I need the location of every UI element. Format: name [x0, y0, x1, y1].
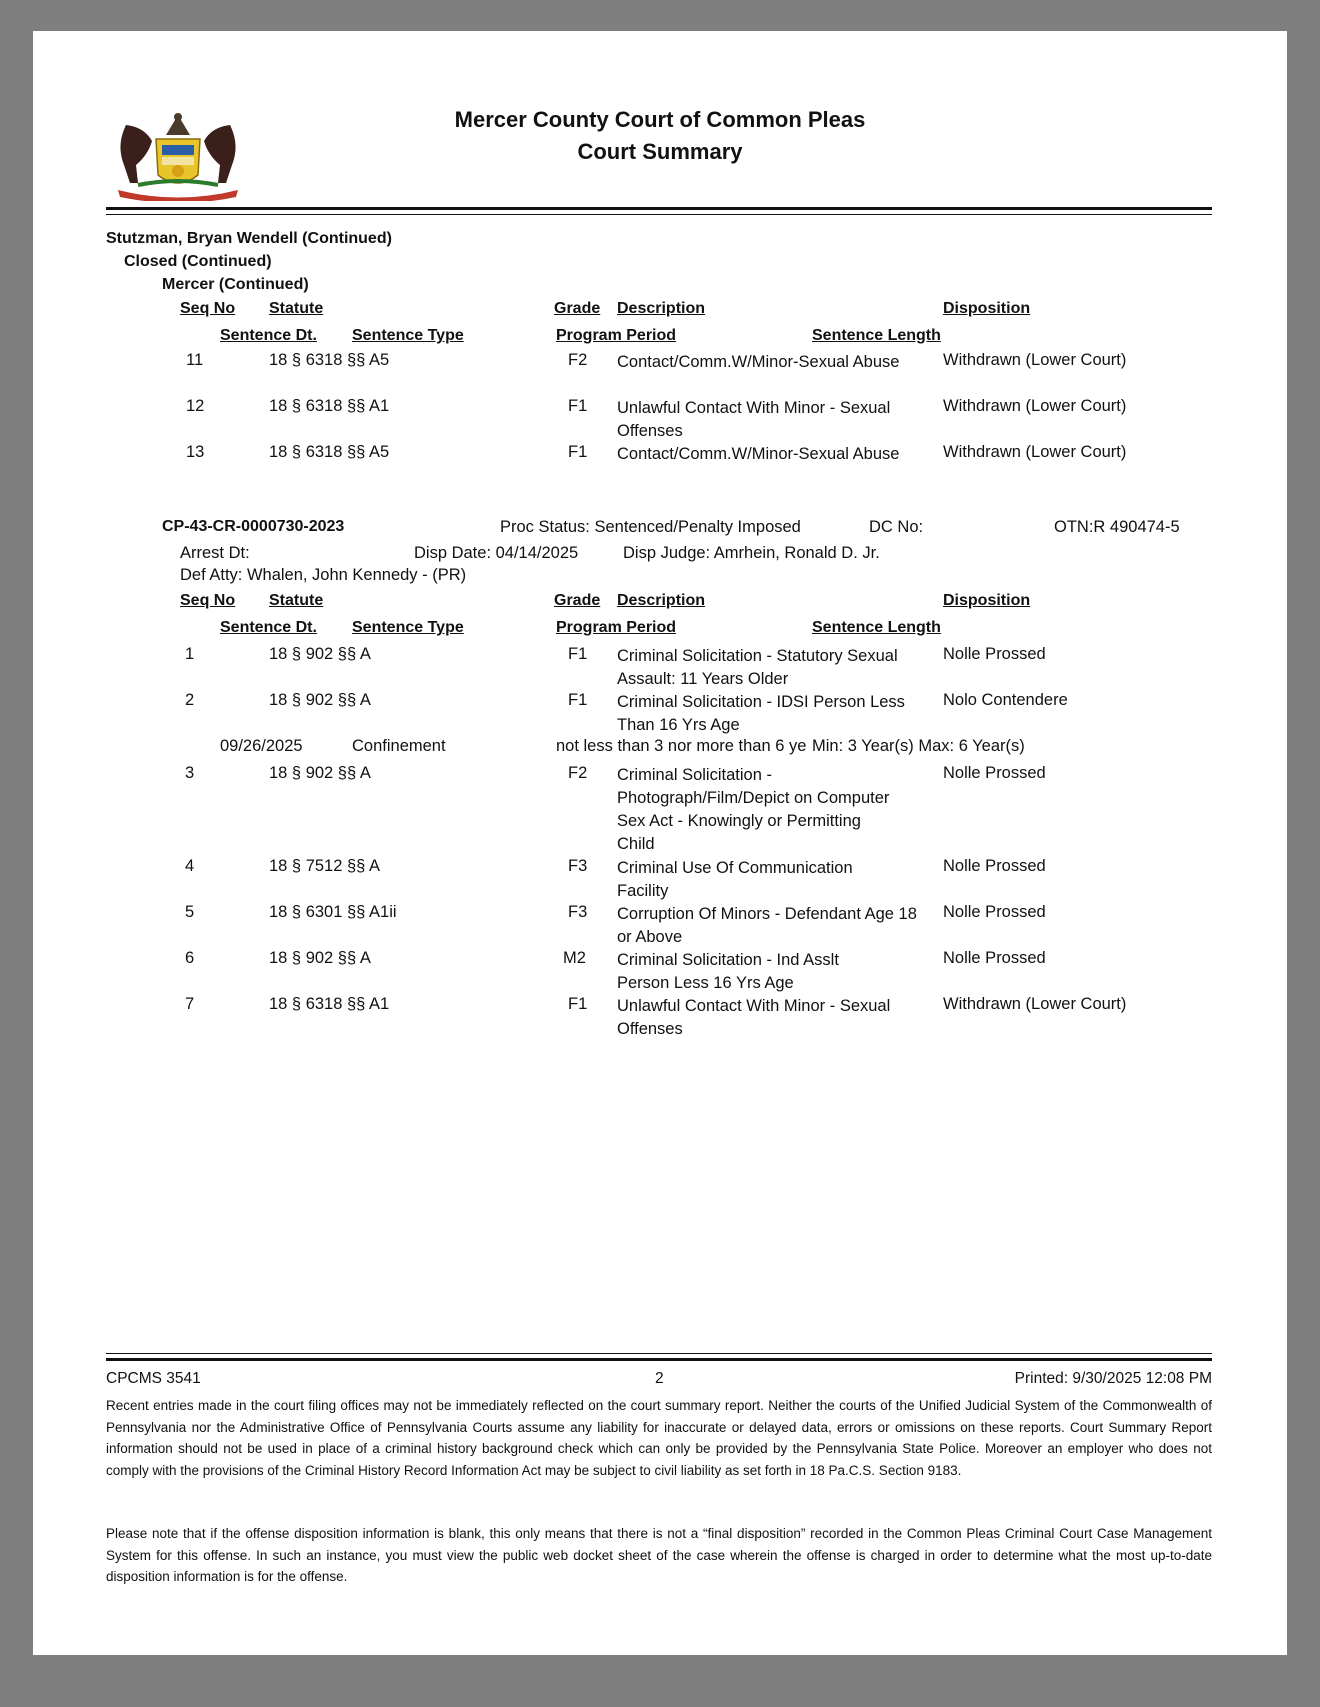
charge-disposition: Nolle Prossed: [943, 857, 1046, 875]
charge-disposition: Withdrawn (Lower Court): [943, 443, 1127, 461]
charge-grade: F1: [568, 691, 588, 709]
charge-seq: 7: [185, 995, 195, 1013]
charge-seq: 1: [185, 645, 195, 663]
disp-date: Disp Date: 04/14/2025: [414, 544, 579, 562]
charge-description: Unlawful Contact With Minor - Sexual Offenses: [617, 997, 891, 1038]
col-sentence-length: Sentence Length: [812, 327, 941, 344]
disclaimer-paragraph: Recent entries made in the court filing offices may not be immediately reflected on the court summary report. Neither the courts of the Unified Judicial System of the Commonwealth of Pennsylvania nor the Administrative Office of Pennsylvania Courts assume any liability for inaccurate or delayed data, errors or omissions on these reports. Court Summary Report information should not be used in place of a criminal history background check which can only be provided by the Pennsylvania State Police. Moreover an employer who does not comply with the provisions of the Criminal History Record Information Act may be subject to civil liability as set forth in 18 Pa.C.S. Section 9183.: [106, 1398, 1212, 1478]
charge-description: Contact/Comm.W/Minor-Sexual Abuse: [617, 353, 900, 371]
col-sentence-type: Sentence Type: [352, 327, 464, 344]
col-sentence-length: Sentence Length: [812, 619, 941, 636]
col-seq-no: Seq No: [180, 592, 236, 609]
col-description: Description: [617, 300, 706, 317]
defendant-name: Stutzman, Bryan Wendell (Continued): [106, 230, 392, 247]
charge-grade: F3: [568, 903, 588, 921]
charge-description: Corruption Of Minors - Defendant Age 18 or Above: [617, 905, 917, 946]
col-disposition: Disposition: [943, 592, 1031, 609]
footer-divider: [106, 1353, 1212, 1354]
charge-seq: 4: [185, 857, 195, 875]
col-statute: Statute: [269, 592, 324, 609]
charge-description: Unlawful Contact With Minor - Sexual Offenses: [617, 399, 891, 440]
disclaimer-paragraph: Please note that if the offense disposition information is blank, this only means that there is not a “final disposition” recorded in the Common Pleas Criminal Court Case Management System for this offense. In such an instance, you must view the public web docket sheet of the case wherein the offense is charged in order to determine what the most up-to-date disposition information is for the offense.: [106, 1526, 1212, 1584]
charge-seq: 5: [185, 903, 195, 921]
dc-no: DC No:: [869, 518, 924, 536]
col-grade: Grade: [554, 592, 601, 609]
charge-grade: F1: [568, 995, 588, 1013]
charge-seq: 3: [185, 764, 195, 782]
charge-grade: F2: [568, 764, 588, 782]
charge-disposition: Nolle Prossed: [943, 645, 1046, 663]
charge-seq: 12: [186, 397, 205, 415]
sentence-length: Min: 3 Year(s) Max: 6 Year(s): [812, 737, 1025, 755]
charge-disposition: Nolle Prossed: [943, 764, 1046, 782]
col-sentence-dt: Sentence Dt.: [220, 327, 317, 344]
header-divider: [106, 207, 1212, 210]
proc-status: Proc Status: Sentenced/Penalty Imposed: [500, 518, 801, 536]
charge-description: Contact/Comm.W/Minor-Sexual Abuse: [617, 445, 900, 463]
col-description: Description: [617, 592, 706, 609]
charge-description: Criminal Solicitation - Photograph/Film/Depict on Computer Sex Act - Knowingly or Permitting Child: [617, 766, 890, 853]
program-period: not less than 3 nor more than 6 ye: [556, 737, 807, 755]
charge-grade: F1: [568, 443, 588, 461]
sentence-date: 09/26/2025: [220, 737, 303, 755]
charge-seq: 2: [185, 691, 195, 709]
docket-number: CP-43-CR-0000730-2023: [162, 518, 345, 535]
charge-disposition: Withdrawn (Lower Court): [943, 397, 1127, 415]
charge-description: Criminal Solicitation - Ind Asslt Person Less 16 Yrs Age: [617, 951, 839, 992]
charge-disposition: Nolle Prossed: [943, 903, 1046, 921]
charge-statute: 18 § 902 §§ A: [269, 645, 371, 663]
charge-disposition: Nolle Prossed: [943, 949, 1046, 967]
charge-statute: 18 § 902 §§ A: [269, 949, 371, 967]
charge-seq: 13: [186, 443, 205, 461]
charge-grade: F1: [568, 397, 588, 415]
charge-grade: F1: [568, 645, 588, 663]
charge-description: Criminal Solicitation - Statutory Sexual Assault: 11 Years Older: [617, 647, 898, 688]
charge-statute: 18 § 6318 §§ A1: [269, 397, 390, 415]
charge-statute: 18 § 902 §§ A: [269, 764, 371, 782]
charge-grade: M2: [563, 949, 586, 967]
charge-disposition: Withdrawn (Lower Court): [943, 351, 1127, 369]
sentence-type: Confinement: [352, 737, 446, 755]
court-name: Mercer County Court of Common Pleas: [454, 107, 866, 132]
charge-description: Criminal Use Of Communication Facility: [617, 859, 853, 900]
col-disposition: Disposition: [943, 300, 1031, 317]
charge-grade: F3: [568, 857, 588, 875]
charge-seq: 11: [186, 351, 204, 369]
disp-judge: Disp Judge: Amrhein, Ronald D. Jr.: [623, 544, 880, 562]
document-page: [33, 31, 1287, 1655]
charge-statute: 18 § 7512 §§ A: [269, 857, 381, 875]
charge-statute: 18 § 6318 §§ A1: [269, 995, 390, 1013]
charge-disposition: Nolo Contendere: [943, 691, 1068, 709]
charge-statute: 18 § 902 §§ A: [269, 691, 371, 709]
charge-statute: 18 § 6318 §§ A5: [269, 443, 390, 461]
col-sentence-type: Sentence Type: [352, 619, 464, 636]
otn: OTN:R 490474-5: [1054, 518, 1180, 536]
report-title: Court Summary: [577, 139, 743, 164]
form-number: CPCMS 3541: [106, 1370, 201, 1387]
charge-disposition: Withdrawn (Lower Court): [943, 995, 1127, 1013]
col-sentence-dt: Sentence Dt.: [220, 619, 317, 636]
col-seq-no: Seq No: [180, 300, 236, 317]
charge-statute: 18 § 6318 §§ A5: [269, 351, 390, 369]
printed-timestamp: Printed: 9/30/2025 12:08 PM: [1014, 1370, 1212, 1387]
charge-statute: 18 § 6301 §§ A1ii: [269, 903, 397, 921]
charge-description: Criminal Solicitation - IDSI Person Less Than 16 Yrs Age: [617, 693, 905, 734]
col-grade: Grade: [554, 300, 601, 317]
col-program-period: Program Period: [556, 327, 677, 344]
arrest-date: Arrest Dt:: [180, 544, 250, 562]
footer-divider: [106, 1358, 1212, 1361]
charge-seq: 6: [185, 949, 195, 967]
defense-attorney: Def Atty: Whalen, John Kennedy - (PR): [180, 566, 467, 584]
col-program-period: Program Period: [556, 619, 677, 636]
header-divider: [106, 214, 1212, 215]
col-statute: Statute: [269, 300, 324, 317]
charge-grade: F2: [568, 351, 588, 369]
status-group: Closed (Continued): [124, 253, 272, 270]
page-number: 2: [655, 1370, 664, 1387]
county-group: Mercer (Continued): [162, 276, 309, 293]
